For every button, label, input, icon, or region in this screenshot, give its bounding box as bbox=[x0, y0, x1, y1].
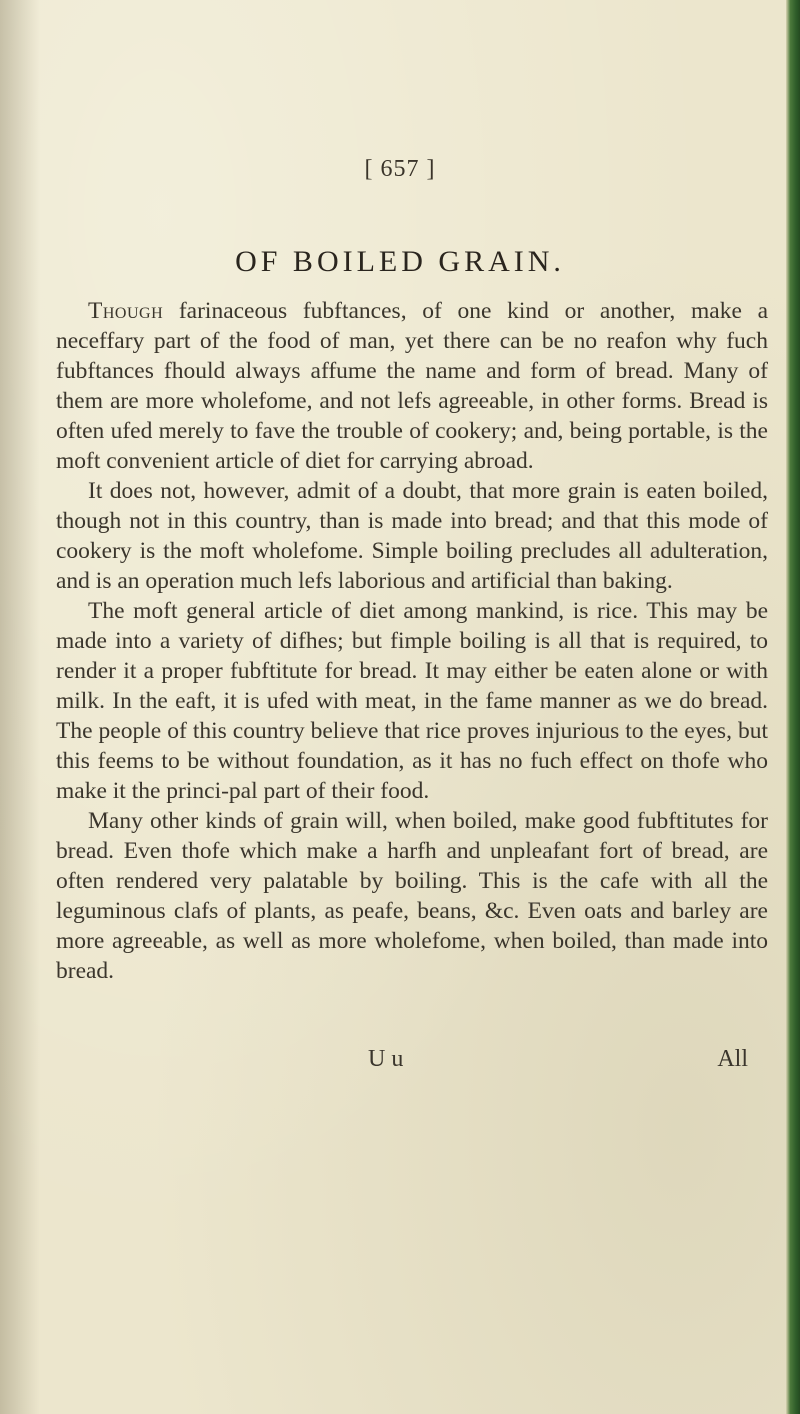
paragraph-text: farinaceous fubftances, of one kind or another, make a neceffary part of the food of man, yet there can be no reafon why fuch fubftances fhould always affume the name and form of bread. Many of them are more wholefome, and not lefs agreeable, in other forms. Bread is often ufed merely to fave the trouble of cookery; and, being portable, is the moft convenient article of diet for carrying abroad. bbox=[56, 298, 768, 474]
paragraph-3 bbox=[56, 596, 768, 806]
section-title: OF BOILED GRAIN. bbox=[235, 245, 565, 278]
page-number: [ 657 ] bbox=[364, 156, 436, 182]
signature-mark: U u bbox=[368, 1046, 404, 1072]
paragraph-2 bbox=[56, 476, 768, 596]
paragraph-1 bbox=[56, 296, 768, 476]
catchword: All bbox=[717, 1046, 748, 1072]
paragraph-text: Many other kinds of grain will, when boiled, make good fubftitutes for bread. Even thofe which make a harfh and unpleafant fort of bread, are often rendered very palatable by boiling. This is the cafe with all the leguminous clafs of plants, as peafe, beans, &c. Even oats and barley are more agreeable, as well as more wholefome, when boiled, than made into bread. bbox=[56, 808, 768, 984]
page-gutter-shadow bbox=[0, 0, 40, 1414]
page-footer bbox=[56, 1046, 768, 1082]
page-right-edge bbox=[786, 0, 800, 1414]
paragraph-lead-word: Though bbox=[88, 298, 164, 324]
body-text bbox=[56, 296, 768, 986]
paragraph-text: It does not, however, admit of a doubt, that more grain is eaten boiled, though not in this country, than is made into bread; and that this mode of cookery is the moft wholefome. Simple boiling precludes all adulteration, and is an operation much lefs laborious and artificial than baking. bbox=[56, 478, 768, 594]
paragraph-4 bbox=[56, 806, 768, 986]
paragraph-text: The moft general article of diet among mankind, is rice. This may be made into a variety of difhes; but fimple boiling is all that is required, to render it a proper fubftitute for bread. It may either be eaten alone or with milk. In the eaft, it is ufed with meat, in the fame manner as we do bread. The people of this country believe that rice proves injurious to the eyes, but this feems to be without foundation, as it has no fuch effect on thofe who make it the princi-pal part of their food. bbox=[56, 598, 768, 804]
